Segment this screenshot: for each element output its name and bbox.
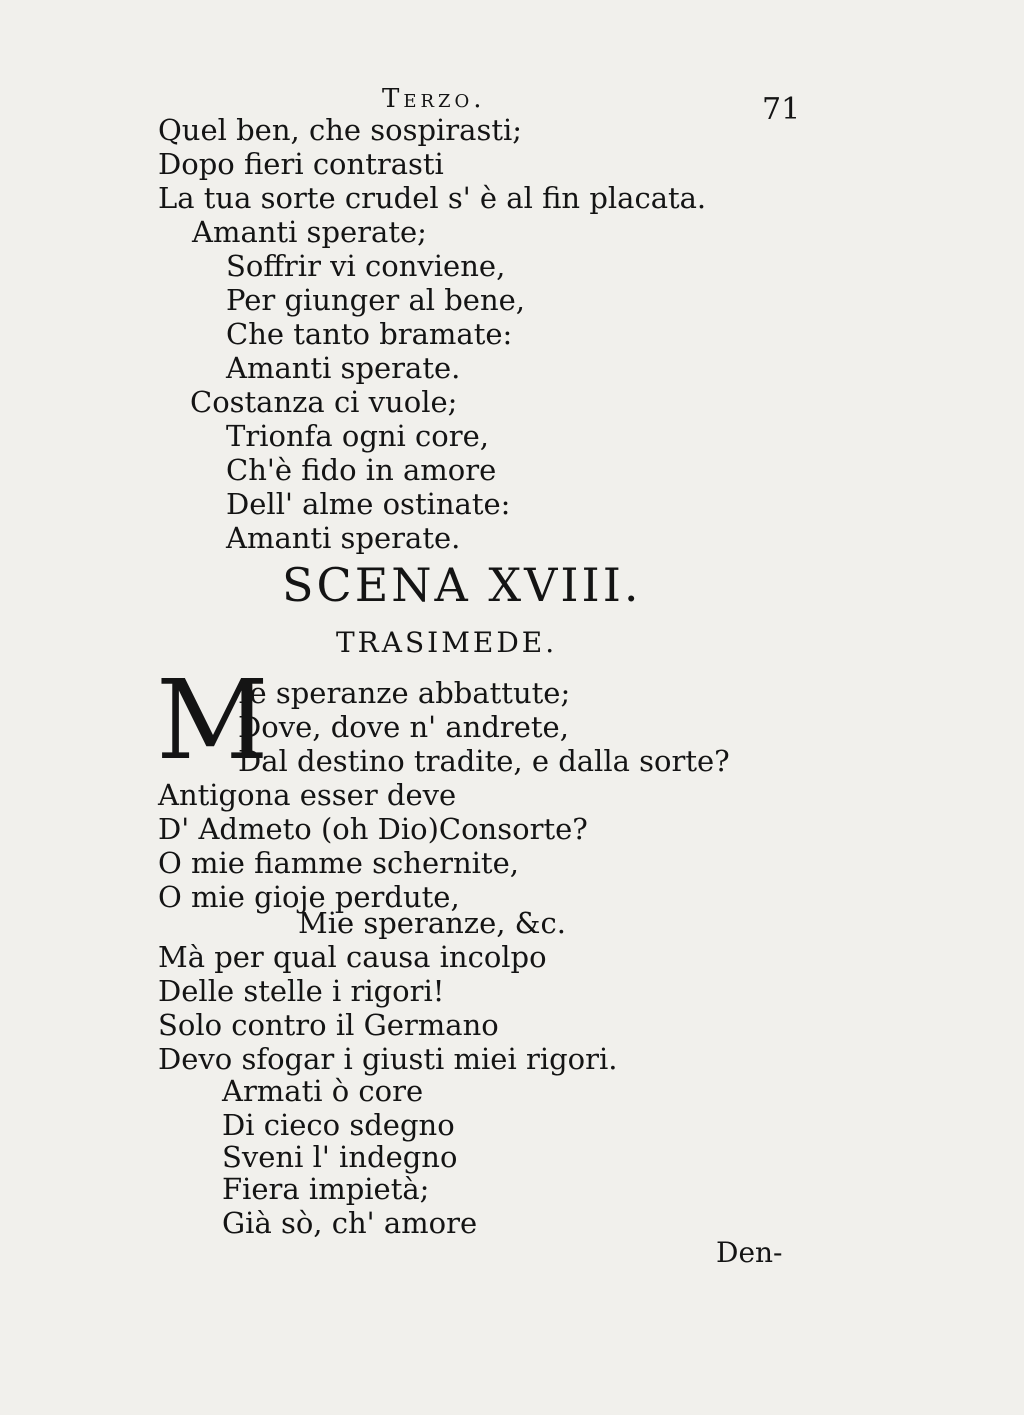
verse-line: Armati ò core xyxy=(222,1074,424,1108)
verse-line: Devo sfogar i giusti miei rigori. xyxy=(158,1042,618,1076)
verse-line: Delle stelle i rigori! xyxy=(158,974,445,1008)
catchword: Den- xyxy=(716,1236,783,1269)
verse-line: Di cieco sdegno xyxy=(222,1108,455,1142)
verse-line: Costanza ci vuole; xyxy=(190,385,458,419)
verse-line: Trionfa ogni core, xyxy=(226,419,489,453)
verse-line: Antigona esser deve xyxy=(158,778,457,812)
scene-heading: SCENA XVIII. xyxy=(282,558,642,612)
running-head: Terzo. xyxy=(382,84,486,114)
verse-line: Dopo fieri contrasti xyxy=(158,147,444,181)
character-name: TRASIMEDE. xyxy=(336,626,558,659)
verse-line: Ie speranze abbattute; xyxy=(238,676,571,710)
verse-line: Per giunger al bene, xyxy=(226,283,526,317)
verse-line: Già sò, ch' amore xyxy=(222,1206,478,1240)
verse-line: La tua sorte crudel s' è al fin placata. xyxy=(158,181,707,215)
verse-line: Quel ben, che sospirasti; xyxy=(158,113,523,147)
verse-line: Dell' alme ostinate: xyxy=(226,487,511,521)
verse-line: Solo contro il Germano xyxy=(158,1008,499,1042)
verse-line: Sveni l' indegno xyxy=(222,1140,458,1174)
verse-line: Dove, dove n' andrete, xyxy=(238,710,569,744)
verse-line: D' Admeto (oh Dio)Consorte? xyxy=(158,812,588,846)
verse-line: Che tanto bramate: xyxy=(226,317,513,351)
verse-line: Ch'è fido in amore xyxy=(226,453,497,487)
verse-line: Fiera impietà; xyxy=(222,1172,430,1206)
verse-line: Mà per qual causa incolpo xyxy=(158,940,547,974)
verse-line: Amanti sperate. xyxy=(226,351,461,385)
verse-line: Amanti sperate; xyxy=(192,215,427,249)
drop-capital: M xyxy=(156,656,269,784)
verse-line: Soffrir vi conviene, xyxy=(226,249,506,283)
verse-line: O mie fiamme schernite, xyxy=(158,846,519,880)
verse-line: Dal destino tradite, e dalla sorte? xyxy=(238,744,730,778)
verse-line: Amanti sperate. xyxy=(226,521,461,555)
page-number: 71 xyxy=(762,92,801,127)
verse-line: O mie gioje perdute, xyxy=(158,880,460,914)
verse-line: Mie speranze, &c. xyxy=(298,906,566,940)
